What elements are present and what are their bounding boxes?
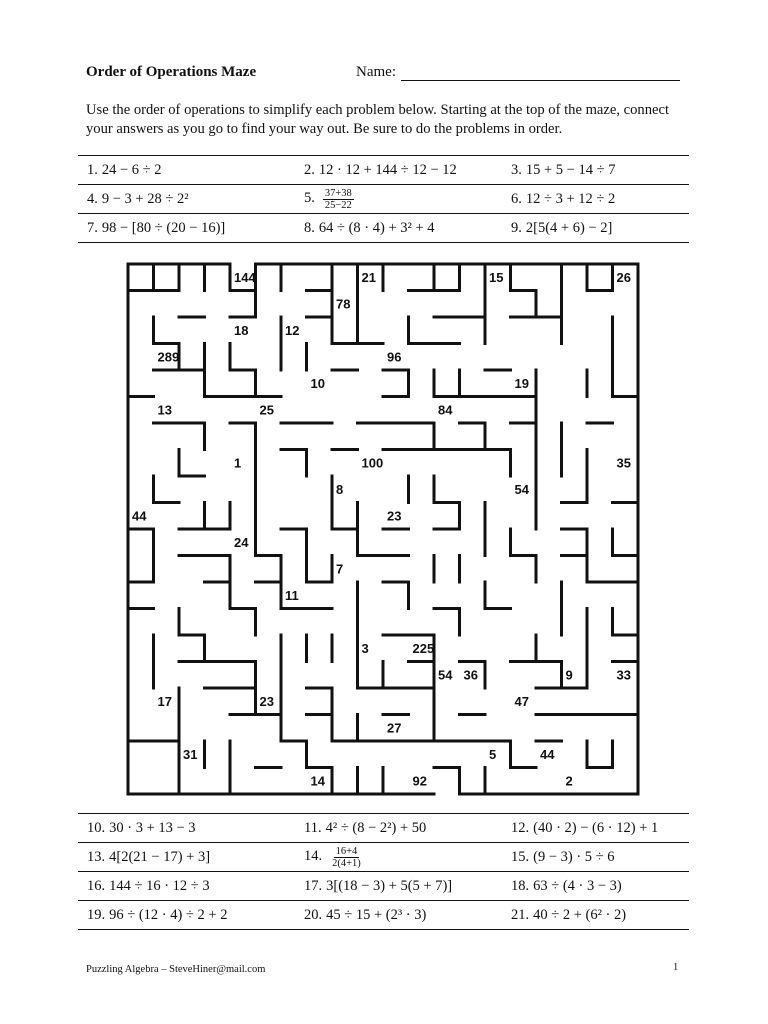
problem-row	[78, 214, 689, 243]
problem-cell	[295, 901, 502, 930]
maze-answer-number: 11	[285, 588, 299, 603]
problem-number: 17.	[304, 877, 323, 894]
maze-answer-number: 1	[234, 455, 242, 471]
problem-cell	[295, 843, 502, 872]
problem-number: 6.	[511, 190, 522, 207]
problem-expression: 63 ÷ (4 · 3 − 3)	[533, 877, 622, 894]
problem-expression: (40 · 2) − (6 · 12) + 1	[533, 819, 659, 836]
problem-row	[78, 843, 689, 872]
problem-expression: 64 ÷ (8 · 4) + 3² + 4	[318, 219, 435, 236]
maze-answer-number: 24	[234, 535, 249, 550]
problem-cell	[78, 214, 295, 243]
problem-number: 14.	[304, 848, 323, 865]
problem-number: 21.	[511, 906, 530, 923]
maze-answer-number: 9	[565, 667, 573, 683]
problem-number: 9.	[511, 219, 522, 236]
worksheet-title: Order of Operations Maze	[86, 64, 257, 80]
problems-table-bottom	[78, 813, 689, 930]
problem-cell	[78, 872, 295, 901]
problem-number: 3.	[511, 161, 522, 178]
fraction-denominator: 25−22	[324, 199, 352, 211]
maze-answer-number: 3	[361, 641, 369, 656]
problem-cell	[502, 185, 689, 214]
problem-expression: 98 − [80 ÷ (20 − 16)]	[101, 219, 226, 236]
problem-cell	[502, 901, 689, 930]
name-field-line[interactable]	[401, 80, 680, 81]
maze-answer-number: 96	[387, 349, 402, 365]
problem-expression: 15 + 5 − 14 ÷ 7	[525, 161, 616, 178]
problem-expression: 12 ÷ 3 + 12 ÷ 2	[525, 190, 616, 207]
maze-answer-number: 144	[234, 270, 256, 285]
maze-answer-number: 21	[361, 270, 376, 285]
maze-answer-number: 12	[285, 323, 300, 338]
fraction-denominator: 2(4+1)	[332, 857, 361, 869]
problem-expression: 3[(18 − 3) + 5(5 + 7)]	[326, 877, 453, 894]
problem-cell	[502, 156, 689, 185]
problem-row	[78, 872, 689, 901]
problem-row	[78, 185, 689, 214]
maze-answer-number: 25	[259, 402, 274, 418]
problem-number: 10.	[87, 819, 106, 836]
maze-answer-number: 36	[463, 667, 478, 683]
problem-cell	[295, 185, 502, 214]
maze-answer-number: 100	[361, 455, 384, 471]
problem-cell	[502, 843, 689, 872]
problem-number: 8.	[304, 219, 315, 236]
maze-answer-number: 7	[336, 561, 344, 577]
maze-answer-number: 47	[514, 694, 529, 709]
problem-number: 7.	[87, 219, 98, 236]
maze-answer-number: 84	[438, 402, 453, 418]
maze-answer-number: 54	[514, 482, 529, 497]
footer-credit: Puzzling Algebra – SteveHiner@mail.com	[86, 964, 266, 975]
problem-cell	[502, 814, 689, 843]
problem-row	[78, 901, 689, 930]
maze-answer-number: 225	[412, 641, 435, 656]
problem-number: 19.	[87, 906, 106, 923]
problem-number: 13.	[87, 848, 106, 865]
problem-expression: 45 ÷ 15 + (2³ · 3)	[326, 906, 427, 923]
maze-answer-number: 23	[259, 694, 274, 709]
problem-number: 2.	[304, 161, 315, 178]
maze-answer-number: 31	[183, 747, 198, 762]
problem-expression: 2[5(4 + 6) − 2]	[525, 219, 613, 236]
problem-cell	[502, 872, 689, 901]
problem-cell	[78, 814, 295, 843]
problem-row	[78, 814, 689, 843]
maze-answer-number: 33	[616, 667, 631, 683]
problem-fraction	[323, 188, 354, 211]
problem-number: 15.	[511, 848, 530, 865]
problem-number: 11.	[304, 819, 322, 836]
problem-expression: 144 ÷ 16 · 12 ÷ 3	[109, 877, 210, 894]
problem-cell	[78, 843, 295, 872]
maze-answer-number: 2	[565, 773, 573, 789]
maze-answer-number: 289	[157, 349, 180, 365]
problem-row	[78, 156, 689, 185]
problem-number: 5.	[304, 190, 315, 207]
maze-answer-number: 78	[336, 296, 351, 312]
name-label: Name:	[356, 64, 396, 80]
maze-answer-number: 27	[387, 720, 402, 736]
problem-expression: 96 ÷ (12 · 4) ÷ 2 + 2	[109, 906, 228, 923]
problem-cell	[295, 214, 502, 243]
instructions: Use the order of operations to simplify each problem below. Starting at the top of the maze, connect your answers as you go to find your way out. Be sure to do the problems in order.	[86, 102, 670, 137]
maze-answer-number: 54	[438, 667, 453, 683]
problem-cell	[502, 214, 689, 243]
problem-cell	[295, 156, 502, 185]
problem-expression: 24 − 6 ÷ 2	[101, 161, 162, 178]
problem-expression: 4[2(21 − 17) + 3]	[109, 848, 211, 865]
maze-answer-number: 10	[310, 376, 325, 391]
maze[interactable]	[120, 256, 645, 798]
maze-answer-number: 18	[234, 323, 249, 338]
maze-answer-number: 14	[310, 773, 325, 789]
problem-cell	[295, 814, 502, 843]
problem-expression: 4² ÷ (8 − 2²) + 50	[325, 819, 427, 836]
maze-answer-number: 44	[132, 508, 147, 524]
maze-answer-number: 5	[489, 747, 497, 762]
page-number: 1	[673, 962, 679, 973]
problem-fraction	[330, 846, 363, 869]
problem-cell	[295, 872, 502, 901]
problem-cell	[78, 185, 295, 214]
problem-number: 12.	[511, 819, 530, 836]
problem-expression: 9 − 3 + 28 ÷ 2²	[101, 190, 189, 207]
maze-answer-number: 92	[412, 773, 427, 789]
problem-cell	[78, 901, 295, 930]
problem-number: 1.	[87, 161, 98, 178]
problem-expression: 12 · 12 + 144 ÷ 12 − 12	[318, 161, 457, 178]
fraction-numerator: 37+38	[324, 187, 352, 199]
maze-answer-number: 44	[540, 747, 555, 762]
problem-expression: 40 ÷ 2 + (6² · 2)	[533, 906, 627, 923]
maze-answer-number: 23	[387, 508, 402, 524]
problem-number: 18.	[511, 877, 530, 894]
problem-cell	[78, 156, 295, 185]
problem-expression: 30 · 3 + 13 − 3	[109, 819, 196, 836]
maze-answer-number: 17	[157, 694, 172, 709]
maze-answer-number: 26	[616, 270, 631, 285]
fraction-numerator: 16+4	[335, 845, 358, 857]
maze-answer-number: 35	[616, 455, 631, 471]
maze-answer-number: 13	[157, 402, 172, 418]
problem-number: 20.	[304, 906, 323, 923]
problem-expression: (9 − 3) · 5 ÷ 6	[533, 848, 615, 865]
maze-answer-number: 8	[336, 482, 344, 497]
problem-number: 4.	[87, 190, 98, 207]
maze-answer-number: 19	[514, 376, 529, 391]
problems-table-top	[78, 155, 689, 243]
problem-number: 16.	[87, 877, 106, 894]
maze-answer-number: 15	[489, 270, 504, 285]
